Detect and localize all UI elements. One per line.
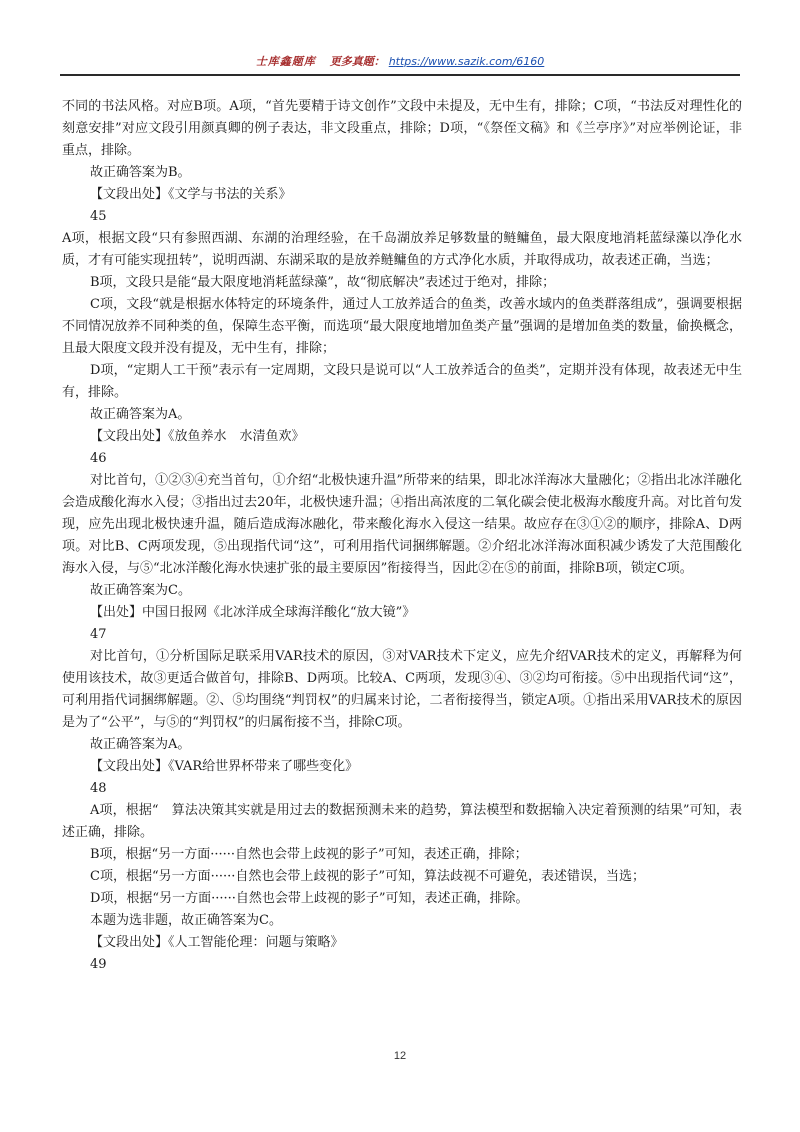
paragraph: 【文段出处】《文学与书法的关系》 <box>90 187 292 202</box>
header-link[interactable]: https://www.sazik.com/6160 <box>388 54 545 68</box>
paragraph: 不同的书法风格。对应B项。A项，“首先要精于诗文创作”文段中未提及，无中生有，排除；C项，“书法反对理性化的刻意安排”对应文段引用颜真卿的例子表达，非文段重点，排除；D项，“《祭侄文稿》和《兰亭序》”对应举例论证，非重点，排除。 <box>62 99 742 158</box>
paragraph: 【文段出处】《人工智能伦理：问题与策略》 <box>90 935 344 950</box>
paragraph: 【出处】中国日报网《北冰洋成全球海洋酸化“放大镜”》 <box>90 605 416 620</box>
paragraph: B项，文段只是能“最大限度地消耗蓝绿藻”，故“彻底解决”表述过于绝对，排除； <box>90 275 556 290</box>
paragraph: C项，根据“另一方面······自然也会带上歧视的影子”可知，算法歧视不可避免，表述错误，当选； <box>90 869 646 884</box>
paragraph: D项，根据“另一方面······自然也会带上歧视的影子”可知，表述正确，排除。 <box>90 891 529 906</box>
document-body <box>62 96 742 976</box>
paragraph: 故正确答案为B。 <box>90 165 191 180</box>
paragraph: 故正确答案为A。 <box>90 737 191 752</box>
paragraph: 48 <box>90 781 107 796</box>
page-header <box>60 48 740 76</box>
paragraph: 【文段出处】《放鱼养水 水清鱼欢》 <box>90 429 305 444</box>
paragraph: 对比首句，①②③④充当首句，①介绍“北极快速升温”所带来的结果，即北冰洋海冰大量融化；②指出北冰洋融化会造成酸化海水入侵；③指出过去20年，北极快速升温；④指出高浓度的二氧化碳会使北极海水酸度升高。对比首句发现，应先出现北极快速升温，随后造成海冰融化，带来酸化海水入侵这一结果。故应存在③①②的顺序，排除A、D两项。对比B、C两项发现，⑤出现指代词“这”，可利用指代词捆绑解题。②介绍北冰洋海冰面积减少诱发了大范围酸化海水入侵，与⑤“北冰洋酸化海水快速扩张的最主要原因”衔接得当，因此②在⑤的前面，排除B项，锁定C项。 <box>62 473 742 576</box>
paragraph: 49 <box>90 957 107 972</box>
paragraph: D项，“定期人工干预”表示有一定周期，文段只是说可以“人工放养适合的鱼类”，定期并没有体现，故表述无中生有，排除。 <box>62 363 742 400</box>
paragraph: 46 <box>90 451 107 466</box>
header-link-label: 更多真题： <box>329 55 385 68</box>
page-number: 12 <box>393 1050 407 1062</box>
paragraph: 对比首句，①分析国际足联采用VAR技术的原因，③对VAR技术下定义，应先介绍VAR技术的定义，再解释为何使用该技术，故③更适合做首句，排除B、D两项。比较A、C两项，发现③④、③②均可衔接。⑤中出现指代词“这”，可利用指代词捆绑解题。②、⑤均围绕“判罚权”的归属来讨论，二者衔接得当，锁定A项。①指出采用VAR技术的原因是为了“公平”，与⑤的“判罚权”的归属衔接不当，排除C项。 <box>62 649 742 730</box>
header-brand: 士库鑫题库 <box>255 55 316 68</box>
paragraph: 本题为选非题，故正确答案为C。 <box>90 913 282 928</box>
paragraph: 故正确答案为A。 <box>90 407 191 422</box>
paragraph: B项，根据“另一方面······自然也会带上歧视的影子”可知，表述正确，排除； <box>90 847 528 862</box>
paragraph: A项，根据“ 算法决策其实就是用过去的数据预测未来的趋势，算法模型和数据输入决定着预测的结果”可知，表述正确，排除。 <box>62 803 742 840</box>
paragraph: 【文段出处】《VAR给世界杯带来了哪些变化》 <box>90 759 359 774</box>
paragraph: 45 <box>90 209 107 224</box>
paragraph: C项，文段“就是根据水体特定的环境条件，通过人工放养适合的鱼类，改善水域内的鱼类群落组成”，强调要根据不同情况放养不同种类的鱼，保障生态平衡，而选项“最大限度地增加鱼类产量”强调的是增加鱼类的数量，偷换概念，且最大限度文段并没有提及，无中生有，排除； <box>62 297 742 356</box>
paragraph: 故正确答案为C。 <box>90 583 191 598</box>
paragraph: A项，根据文段“只有参照西湖、东湖的治理经验，在千岛湖放养足够数量的鲢鳙鱼，最大限度地消耗蓝绿藻以净化水质，才有可能实现扭转”，说明西湖、东湖采取的是放养鲢鳙鱼的方式净化水质，并取得成功，故表述正确，当选； <box>62 231 742 268</box>
paragraph: 47 <box>90 627 107 642</box>
